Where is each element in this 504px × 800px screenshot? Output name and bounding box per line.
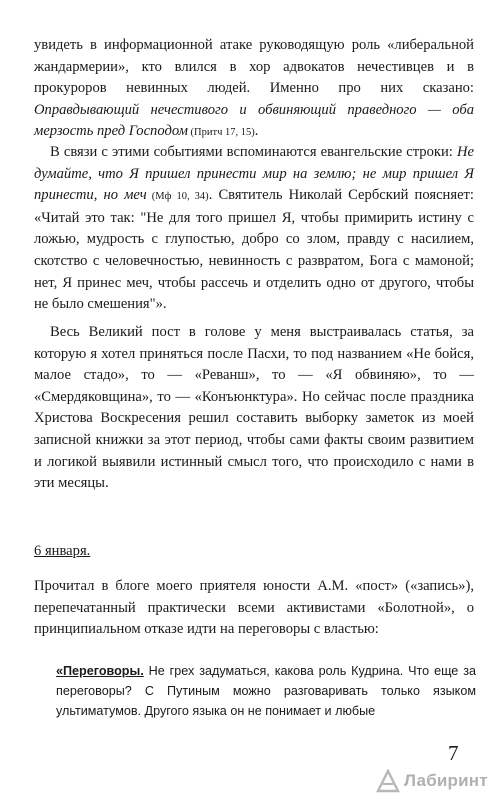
paragraph-3 <box>34 322 474 495</box>
paragraph-2-text: В связи с этими событиями вспоминаются евангельские строки: <box>50 144 457 160</box>
paragraph-4-text: Прочитал в блоге моего приятеля юности А.М. «пост» («запись»), перепечатанный практически всеми активистами «Болотной», о принципиальном отказе идти на переговоры с властью: <box>34 578 474 638</box>
gospel-reference: (Мф 10, 34) <box>146 191 209 203</box>
watermark <box>376 765 504 797</box>
proverbs-reference: (Притч 17, 15) <box>187 127 255 139</box>
paragraph-1: увидеть в информационной атаке руководящую роль «либеральной жандармерии», кто влился в хор адвокатов нечестивцев и в прокуроров невинных людей. Именно про них сказано: Оправдывающий нечестивого и обвиняющий праведного — оба мерзость пред Господом (Притч 17, 15). <box>34 37 474 140</box>
paragraph-2 <box>34 142 474 316</box>
gospel-quote: Не думайте, что Я пришел принести мир на землю; не мир пришел Я принести, но меч <box>34 144 474 204</box>
paragraph-4 <box>34 576 474 641</box>
blog-quote <box>56 661 476 721</box>
paragraph-3-text: Весь Великий пост в голове у меня выстраивалась статья, за которую я хотел приняться после Пасхи, то под названием «Не бойся, малое стадо», то — «Реванш», то — «Я обвиняю», то — «Смердяковщина», то — «Конъюнктура». Но сейчас после праздника Христова Воскресения решил составить выборку заметок из моей записной книжки за этот период, чтобы сами факты своим развитием и логикой выявили истинный смысл того, что происходило с нами в эти месяцы. <box>34 324 474 492</box>
date-heading: 6 января. <box>34 543 91 559</box>
paragraph-2-continuation: . Святитель Николай Сербский поясняет: «Читай это так: "Не для того пришел Я, чтобы примирить истину с ложью, мудрость с глупостью, добро со злом, правду с насилием, скотство с человечностью, невинность с развратом, Бога с мамоной; нет, Я принес меч, чтобы рассечь и отделить одно от другого, чтобы не было смешения"». <box>34 187 474 313</box>
blog-quote-body: Не грех задуматься, какова роль Кудрина. Что еще за переговоры? С Путиным можно разговаривать только языком ультиматумов. Другого языка он не понимает и любые <box>56 664 476 718</box>
blog-quote-head: «Переговоры. <box>56 664 144 678</box>
page-number: 7 <box>448 741 459 765</box>
paragraph-1-text: увидеть в информационной атаке руководящую роль «либеральной жандармерии», кто влился в хор адвокатов нечестивцев и в прокуроров невинных людей. Именно про них сказано: <box>34 37 474 97</box>
labyrinth-logo-icon <box>376 769 400 793</box>
proverbs-quote: Оправдывающий нечестивого и обвиняющий праведного — оба мерзость пред Господом <box>34 101 474 140</box>
watermark-text: Лабиринт <box>404 771 488 790</box>
